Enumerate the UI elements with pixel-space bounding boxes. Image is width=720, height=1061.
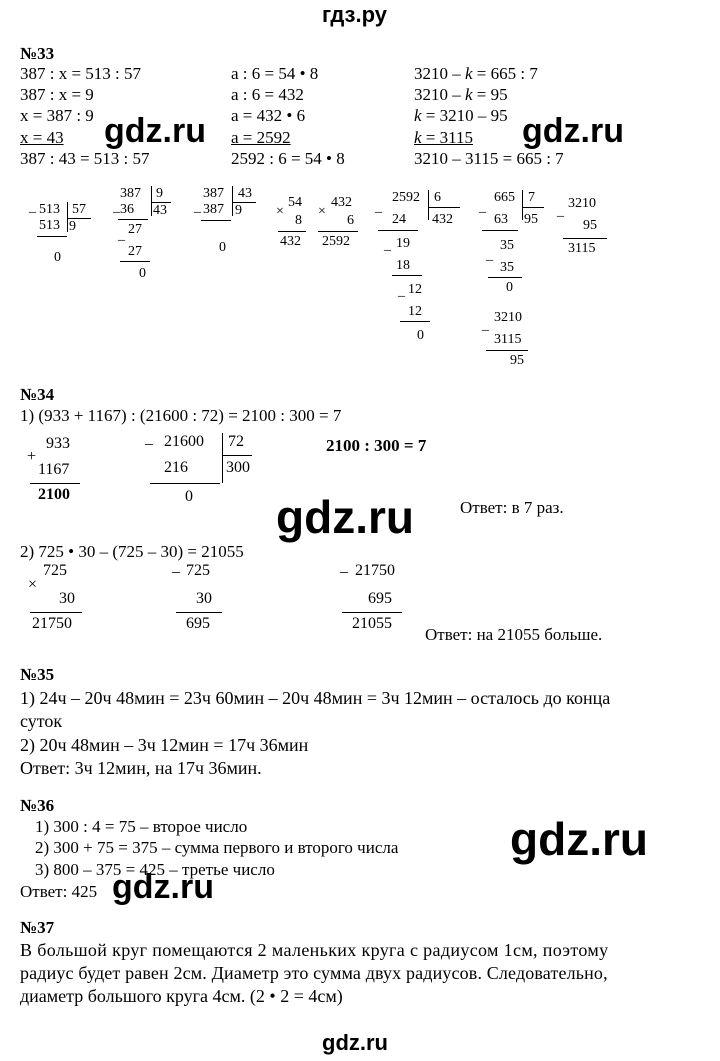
task-34-line2: 2) 725 • 30 – (725 – 30) = 21055	[20, 542, 244, 561]
task-37-line1: В большой круг помещаются 2 маленьких круга с радиусом 1см, поэтому	[20, 940, 609, 960]
task-33-col3-line2: 3210 – k = 95	[414, 85, 508, 104]
task-33-col3-line4: k = 3115	[414, 128, 474, 147]
task-36-line2: 2) 300 + 75 = 375 – сумма первого и второго числа	[35, 838, 399, 857]
task-34-result: 2100 : 300 = 7	[326, 436, 427, 455]
task-34-answer1: Ответ: в 7 раз.	[460, 498, 564, 517]
task-33-col3-line1: 3210 – k = 665 : 7	[414, 64, 538, 83]
watermark: gdz.ru	[522, 112, 624, 150]
task-34-answer2: Ответ: на 21055 больше.	[425, 625, 603, 644]
task-37-line3: диаметр большого круга 4см. (2 • 2 = 4см)	[20, 986, 343, 1006]
task-35-answer: Ответ: 3ч 12мин, на 17ч 36мин.	[20, 758, 262, 778]
task-33-col2-line5: 2592 : 6 = 54 • 8	[231, 149, 345, 168]
watermark: gdz.ru	[276, 491, 414, 543]
task-36-line1: 1) 300 : 4 = 75 – второе число	[35, 817, 248, 836]
task-35-line1b: суток	[20, 711, 63, 731]
task-33-col1-line3: x = 387 : 9	[20, 106, 94, 125]
task-33-col2-line1: a : 6 = 54 • 8	[231, 64, 319, 83]
watermark: gdz.ru	[510, 813, 648, 865]
task-33-col2-line4: a = 2592	[231, 128, 291, 147]
task-36-line3: 3) 800 – 375 = 425 – третье число	[35, 860, 275, 879]
task-33-col1-line1: 387 : x = 513 : 57	[20, 64, 142, 83]
task-35-line2: 2) 20ч 48мин – 3ч 12мин = 17ч 36мин	[20, 735, 309, 755]
task-37-line2: радиус будет равен 2см. Диаметр это сумма двух радиусов. Следовательно,	[20, 963, 608, 983]
task-34-line1: 1) (933 + 1167) : (21600 : 72) = 2100 : 300 = 7	[20, 406, 342, 425]
task-33-title: №33	[20, 44, 55, 63]
task-33-col1-line5: 387 : 43 = 513 : 57	[20, 149, 150, 168]
task-35-title: №35	[20, 665, 55, 684]
site-header: гдз.ру	[322, 2, 387, 27]
task-33-col2-line3: a = 432 • 6	[231, 106, 306, 125]
task-34-title: №34	[20, 385, 55, 404]
watermark: gdz.ru	[104, 112, 206, 150]
task-33-col1-line4: x = 43	[20, 128, 64, 147]
watermark: gdz.ru	[112, 868, 214, 906]
task-36-title: №36	[20, 796, 55, 815]
task-35-line1: 1) 24ч – 20ч 48мин = 23ч 60мин – 20ч 48мин = 3ч 12мин – осталось до конца	[20, 688, 611, 708]
task-33-col2-line2: a : 6 = 432	[231, 85, 304, 104]
task-33-col3-line3: k = 3210 – 95	[414, 106, 508, 125]
task-36-answer: Ответ: 425	[20, 882, 98, 901]
site-footer: gdz.ru	[322, 1030, 388, 1055]
task-33-col3-line5: 3210 – 3115 = 665 : 7	[414, 149, 564, 168]
task-33-col1-line2: 387 : x = 9	[20, 85, 94, 104]
task-37-title: №37	[20, 918, 55, 937]
